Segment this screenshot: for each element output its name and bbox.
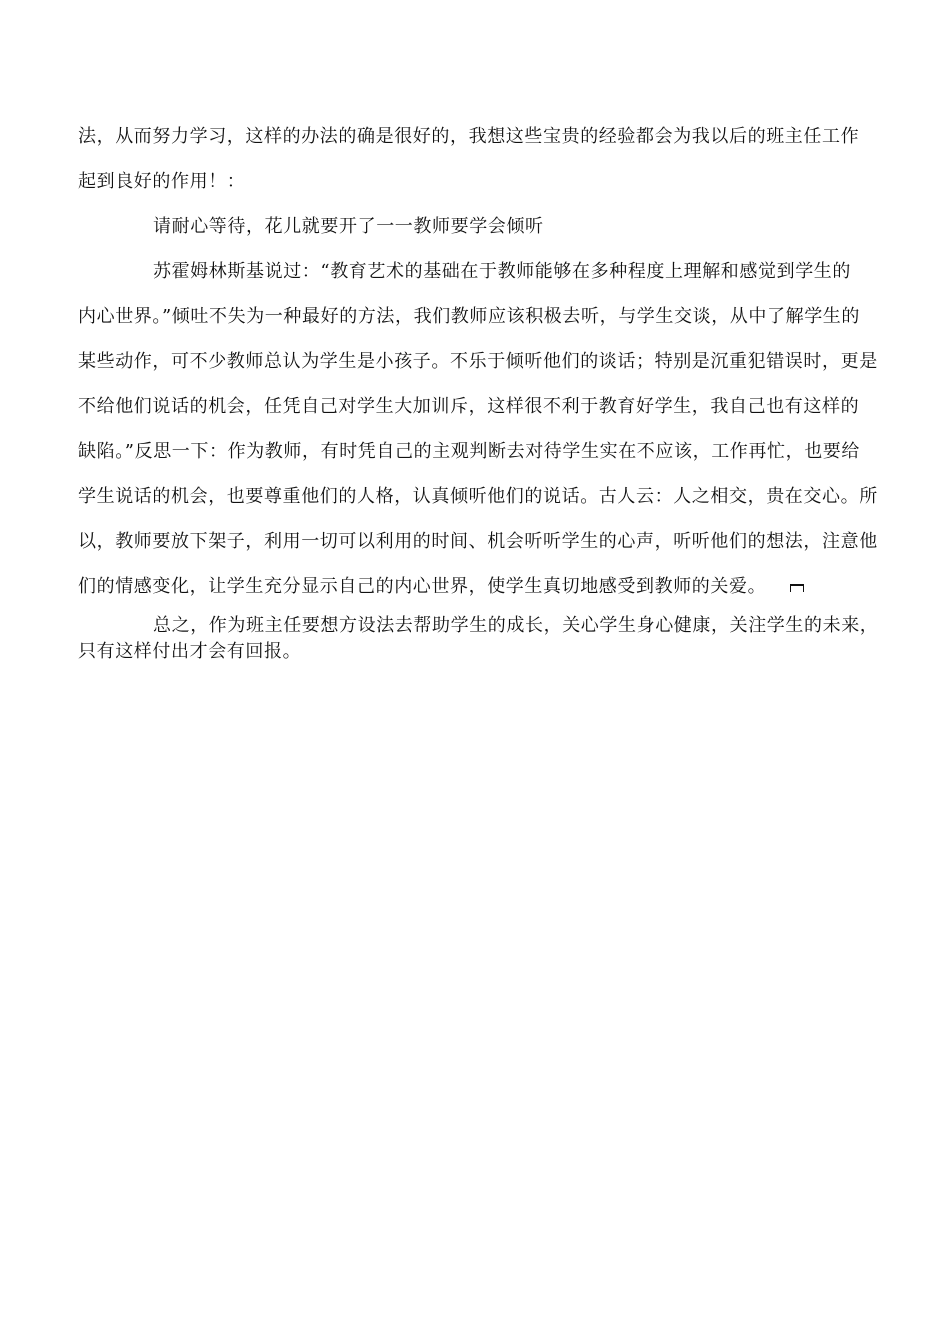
paragraph-line-6: 不给他们说话的机会，任凭自己对学生大加训斥，这样很不利于教育好学生，我自己也有这样的 (78, 396, 860, 417)
section-heading: 请耐心等待，花儿就要开了一一教师要学会倾听 (153, 216, 544, 237)
paragraph-line-9: 以，教师要放下架子，利用一切可以利用的时间、机会听听学生的心声，听听他们的想法，注意他 (78, 531, 878, 552)
paragraph-line-5: 某些动作，可不少教师总认为学生是小孩子。不乐于倾听他们的谈话；特别是沉重犯错误时，更是 (78, 351, 878, 372)
paragraph-line-3: 苏霍姆林斯基说过：“教育艺术的基础在于教师能够在多种程度上理解和感觉到学生的 (153, 261, 851, 282)
paragraph-line-4: 内心世界。”倾吐不失为一种最好的方法，我们教师应该积极去听，与学生交谈，从中了解学生的 (78, 306, 860, 327)
bracket-mark-icon (790, 584, 804, 592)
paragraph-line-2: 起到良好的作用！： (78, 171, 246, 192)
paragraph-line-1: 法，从而努力学习，这样的办法的确是很好的，我想这些宝贵的经验都会为我以后的班主任工作 (78, 126, 860, 147)
conclusion-line-2: 只有这样付出才会有回报。 (78, 641, 302, 662)
paragraph-line-8: 学生说话的机会，也要尊重他们的人格，认真倾听他们的说话。古人云：人之相交，贵在交心。所 (78, 486, 878, 507)
conclusion-line-1: 总之，作为班主任要想方设法去帮助学生的成长，关心学生身心健康，关注学生的未来， (153, 615, 879, 636)
paragraph-line-10: 们的情感变化，让学生充分显示自己的内心世界，使学生真切地感受到教师的关爱。 (78, 576, 767, 597)
paragraph-line-7: 缺陷。”反思一下：作为教师，有时凭自己的主观判断去对待学生实在不应该，工作再忙，也要给 (78, 441, 860, 462)
